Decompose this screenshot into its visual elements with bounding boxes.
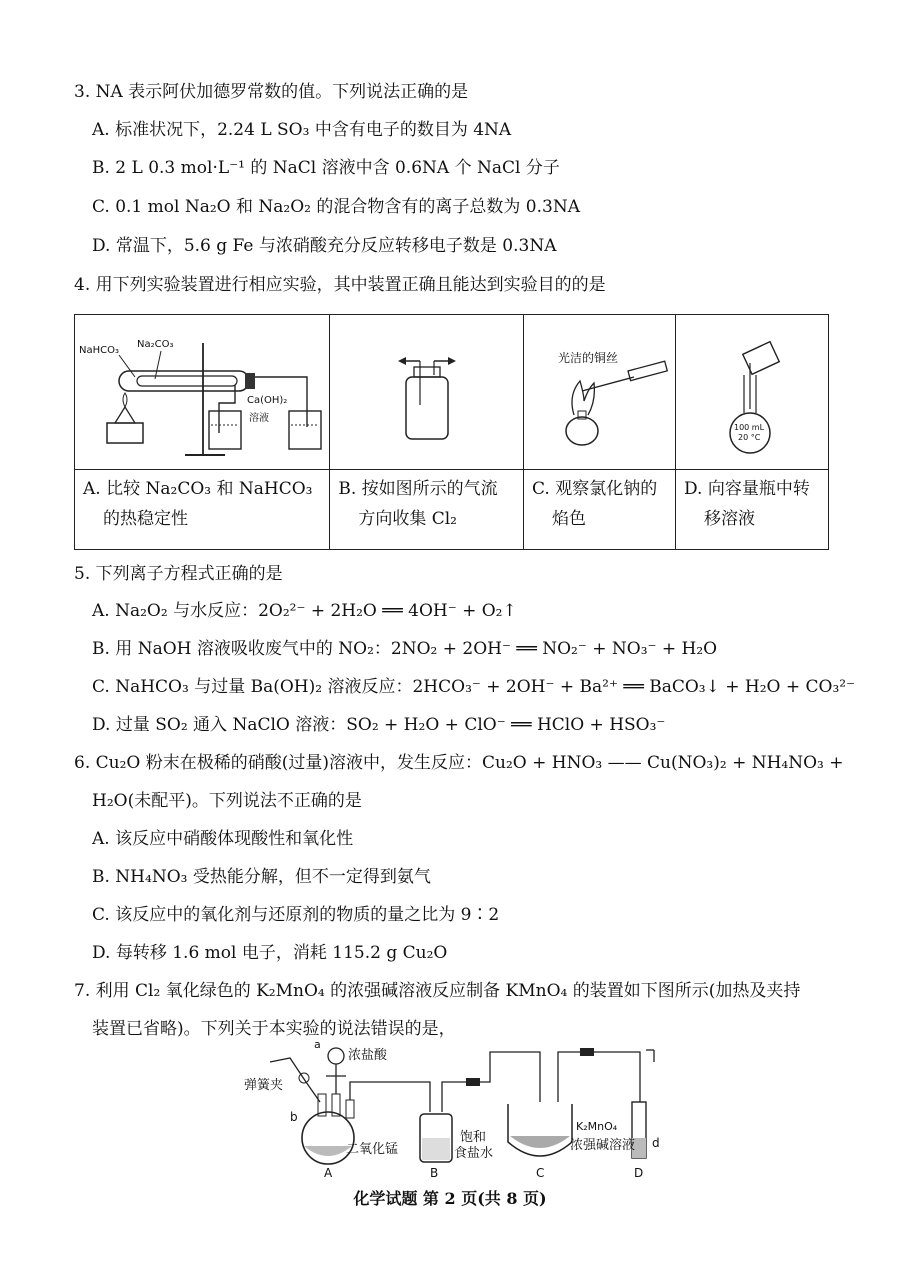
label-brine-1: 饱和	[460, 1130, 487, 1145]
q6-option-d: D. 每转移 1.6 mol 电子，消耗 115.2 g Cu₂O	[92, 943, 448, 963]
q4-caption-d: D. 向容量瓶中转 移溶液	[675, 470, 828, 550]
label-apparatus-b: B	[430, 1166, 439, 1180]
q6-option-b: B. NH₄NO₃ 受热能分解，但不一定得到氨气	[92, 867, 431, 887]
q4-figure-b	[330, 315, 524, 470]
q4-apparatus-table	[74, 314, 829, 550]
q5-option-b: B. 用 NaOH 溶液吸收废气中的 NO₂：2NO₂ + 2OH⁻ ══ NO₂⁻ + NO₃⁻ + H₂O	[92, 639, 718, 659]
label-b: b	[290, 1110, 298, 1124]
q3-option-a: A. 标准状况下，2.24 L SO₃ 中含有电子的数目为 4NA	[92, 120, 512, 140]
label-flask-temp: 20 °C	[737, 433, 761, 442]
volumetric-flask-transfer	[676, 315, 829, 469]
q7-stem-line1: 7. 利用 Cl₂ 氧化绿色的 K₂MnO₄ 的浓强碱溶液反应制备 KMnO₄ 的装置如下图所示(加热及夹持	[74, 981, 801, 1001]
q4-figure-d	[675, 315, 828, 470]
label-valve-a: a	[314, 1038, 321, 1051]
q4-figure-c	[523, 315, 675, 470]
q7-apparatus-figure	[240, 1038, 680, 1182]
label-na2co3: Na₂CO₃	[137, 339, 174, 350]
q6-stem-line2: H₂O(未配平)。下列说法不正确的是	[92, 791, 362, 811]
label-flask-volume: 100 mL	[733, 423, 765, 432]
q6-stem-line1: 6. Cu₂O 粉末在极稀的硝酸(过量)溶液中，发生反应：Cu₂O + HNO₃ —— Cu(NO₃)₂ + NH₄NO₃ +	[74, 753, 844, 773]
label-nahco3: NaHCO₃	[79, 345, 119, 356]
label-brine-2: 食盐水	[454, 1146, 494, 1161]
q5-option-a: A. Na₂O₂ 与水反应：2O₂²⁻ + 2H₂O ══ 4OH⁻ + O₂↑	[92, 601, 517, 621]
flame-test-apparatus	[524, 315, 676, 469]
label-mno2: 二氧化锰	[346, 1142, 399, 1157]
q3-option-d: D. 常温下，5.6 g Fe 与浓硝酸充分反应转移电子数是 0.3NA	[92, 236, 557, 256]
q4-caption-c: C. 观察氯化钠的 焰色	[523, 470, 675, 550]
q5-option-c: C. NaHCO₃ 与过量 Ba(OH)₂ 溶液反应：2HCO₃⁻ + 2OH⁻ + Ba²⁺ ══ BaCO₃↓ + H₂O + CO₃²⁻	[92, 677, 856, 697]
label-d: d	[652, 1136, 660, 1150]
q4-stem: 4. 用下列实验装置进行相应实验，其中装置正确且能达到实验目的的是	[74, 275, 606, 295]
q3-option-c: C. 0.1 mol Na₂O 和 Na₂O₂ 的混合物含有的离子总数为 0.3NA	[92, 197, 580, 217]
label-k2mno4: K₂MnO₄	[576, 1120, 618, 1133]
label-apparatus-d: D	[634, 1166, 644, 1180]
q6-option-a: A. 该反应中硝酸体现酸性和氧化性	[92, 829, 354, 849]
page-footer: 化学试题 第 2 页(共 8 页)	[353, 1189, 547, 1208]
label-copper-wire: 光洁的铜丝	[557, 351, 618, 365]
q4-caption-b: B. 按如图所示的气流 方向收集 Cl₂	[330, 470, 524, 550]
q4-figure-a	[75, 315, 330, 470]
q5-stem: 5. 下列离子方程式正确的是	[74, 564, 283, 584]
kmno4-preparation-apparatus	[240, 1042, 680, 1182]
label-spring-clamp: 弹簧夹	[244, 1078, 284, 1093]
q7-stem-line2: 装置已省略)。下列关于本实验的说法错误的是，	[92, 1019, 456, 1039]
label-apparatus-c: C	[536, 1166, 545, 1180]
label-solution: 溶液	[249, 413, 269, 424]
heating-comparison-apparatus	[75, 315, 331, 469]
label-conc-hcl: 浓盐酸	[348, 1048, 388, 1063]
q5-option-d: D. 过量 SO₂ 通入 NaClO 溶液：SO₂ + H₂O + ClO⁻ ══ HClO + HSO₃⁻	[92, 715, 666, 735]
label-apparatus-a: A	[324, 1166, 333, 1180]
gas-collection-bottle	[330, 315, 524, 469]
label-caoh2: Ca(OH)₂	[247, 395, 288, 406]
q6-option-c: C. 该反应中的氧化剂与还原剂的物质的量之比为 9∶2	[92, 905, 500, 925]
q3-option-b: B. 2 L 0.3 mol·L⁻¹ 的 NaCl 溶液中含 0.6NA 个 NaCl 分子	[92, 158, 560, 178]
q3-stem: 3. NA 表示阿伏加德罗常数的值。下列说法正确的是	[74, 82, 469, 102]
q4-caption-a: A. 比较 Na₂CO₃ 和 NaHCO₃ 的热稳定性	[75, 470, 330, 550]
label-alkali-solution: 浓强碱溶液	[570, 1138, 636, 1153]
